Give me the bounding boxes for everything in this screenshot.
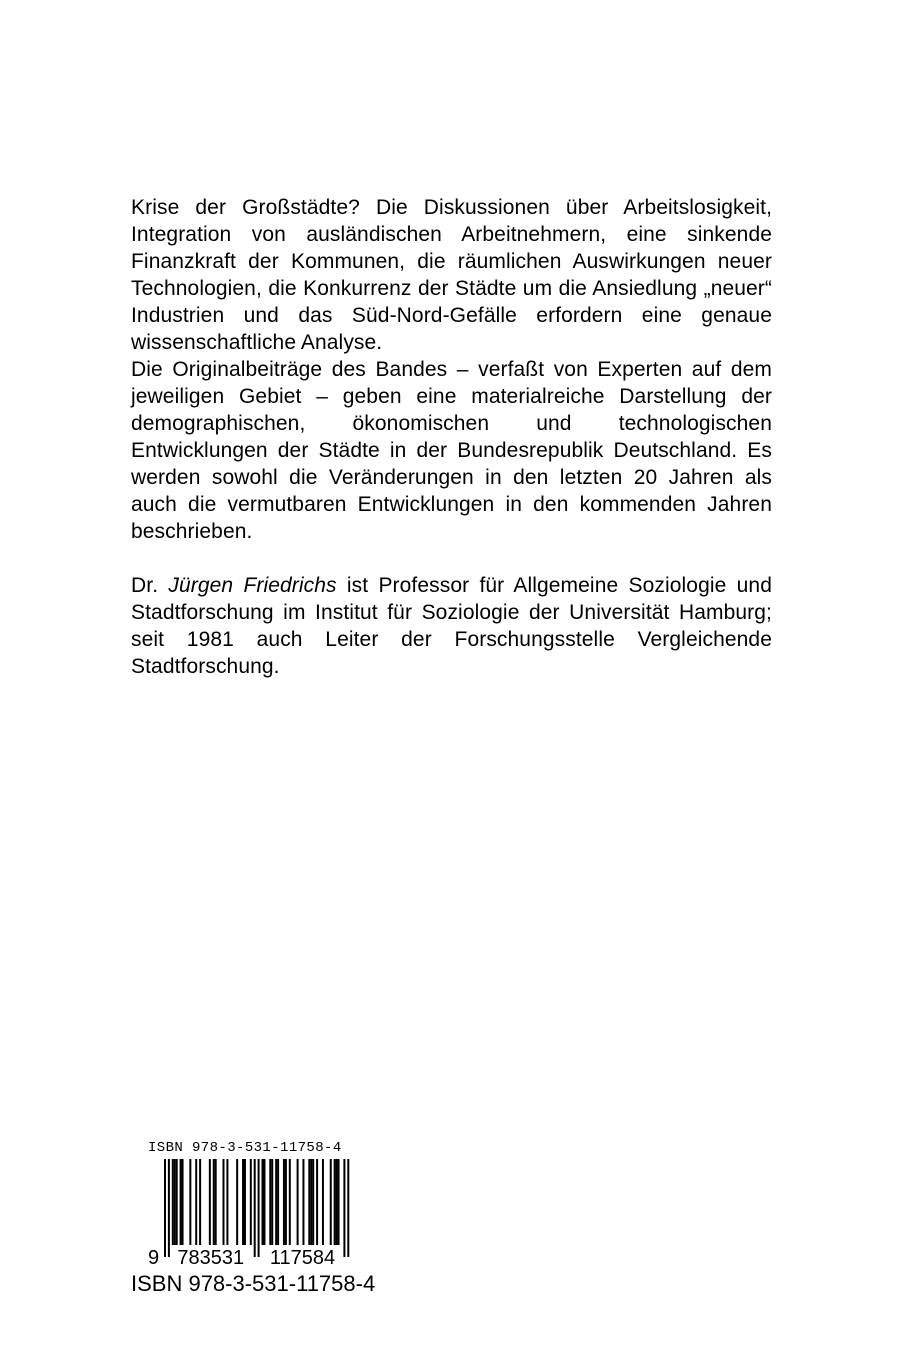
ean13-barcode	[145, 1157, 375, 1269]
barcode-bar	[263, 1159, 265, 1245]
barcode-bar	[180, 1159, 182, 1245]
barcode-bar	[271, 1159, 273, 1245]
barcode-bar	[172, 1159, 174, 1245]
author-bio-paragraph	[131, 572, 772, 680]
barcode-bar	[277, 1159, 279, 1245]
barcode-bar	[242, 1159, 244, 1245]
barcode-bar	[250, 1159, 252, 1245]
barcode-bar	[316, 1159, 318, 1245]
barcode-bar	[289, 1159, 291, 1245]
barcode-bar	[189, 1159, 191, 1245]
barcode-bar	[343, 1159, 345, 1257]
barcode-bar	[285, 1159, 287, 1245]
author-name: Jürgen Friedrichs	[168, 574, 337, 597]
barcode-bar	[302, 1159, 304, 1245]
back-cover-text	[131, 194, 772, 680]
barcode-bar	[269, 1159, 271, 1245]
barcode-bar	[176, 1159, 178, 1245]
barcode-bar	[254, 1159, 256, 1257]
isbn-footer: ISBN 978-3-531-11758-4	[131, 1271, 376, 1296]
barcode-bar	[226, 1159, 228, 1245]
author-title: Dr.	[131, 574, 169, 597]
barcode-bar	[168, 1159, 170, 1257]
barcode-bar	[182, 1159, 184, 1245]
barcode-bar	[330, 1159, 332, 1245]
barcode-isbn-label: ISBN 978-3-531-11758-4	[148, 1140, 342, 1156]
barcode-bar	[215, 1159, 217, 1245]
barcode-bar	[223, 1159, 225, 1245]
barcode-bar	[244, 1159, 246, 1245]
barcode-bar	[275, 1159, 277, 1245]
barcode-bar	[209, 1159, 211, 1245]
barcode-bar	[283, 1159, 285, 1245]
description-paragraph-1: Krise der Großstädte? Die Diskussionen über Arbeitslosigkeit, Integration von ausländischen Arbeitnehmern, eine sinkende Finanzkraft der Kommunen, die räumlichen Auswirkungen neuer Technologien, die Konkurrenz der Städte um die Ansiedlung „neuer“ Industrien und das Süd-Nord-Gefälle erfordern eine genaue wissenschaftliche Analyse.	[131, 196, 772, 354]
barcode-digits-left: 783531	[177, 1247, 245, 1269]
barcode-bar	[164, 1159, 166, 1257]
barcode-bar	[336, 1159, 338, 1245]
barcode-bar	[334, 1159, 336, 1245]
barcode-digit-first: 9	[148, 1247, 160, 1269]
barcode-bar	[262, 1159, 264, 1245]
barcode-block	[145, 1140, 375, 1269]
author-bio-text: ist Professor für Allgemeine Soziologie und Stadtforschung im Institut für Soziologie der Universität Hamburg; seit 1981 auch Leiter der Forschungsstelle Vergleichende Stadtforschung.	[131, 574, 772, 678]
barcode-bar	[258, 1159, 260, 1257]
barcode-bar	[174, 1159, 176, 1245]
barcode-bar	[195, 1159, 197, 1245]
barcode-digits-right: 117584	[269, 1247, 336, 1269]
barcode-bar	[308, 1159, 310, 1245]
barcode-bar	[312, 1159, 314, 1245]
description-paragraph-2: Die Originalbeiträge des Bandes – verfaßt von Experten auf dem jeweiligen Gebiet – geben eine materialreiche Darstellung der demographischen, ökonomischen und technologischen Entwicklungen der Städte in der Bundesrepublik Deutschland. Es werden sowohl die Veränderungen in den letzten 20 Jahren als auch die vermutbaren Entwicklungen in den kommenden Jahren beschrieben.	[131, 358, 772, 543]
barcode-bar	[297, 1159, 299, 1245]
barcode-bar	[236, 1159, 238, 1245]
barcode-bar	[347, 1159, 349, 1257]
barcode-bar	[199, 1159, 201, 1245]
barcode-bar	[338, 1159, 340, 1245]
barcode-bar	[322, 1159, 324, 1245]
barcode-bar	[310, 1159, 312, 1245]
barcode-bar	[213, 1159, 215, 1245]
